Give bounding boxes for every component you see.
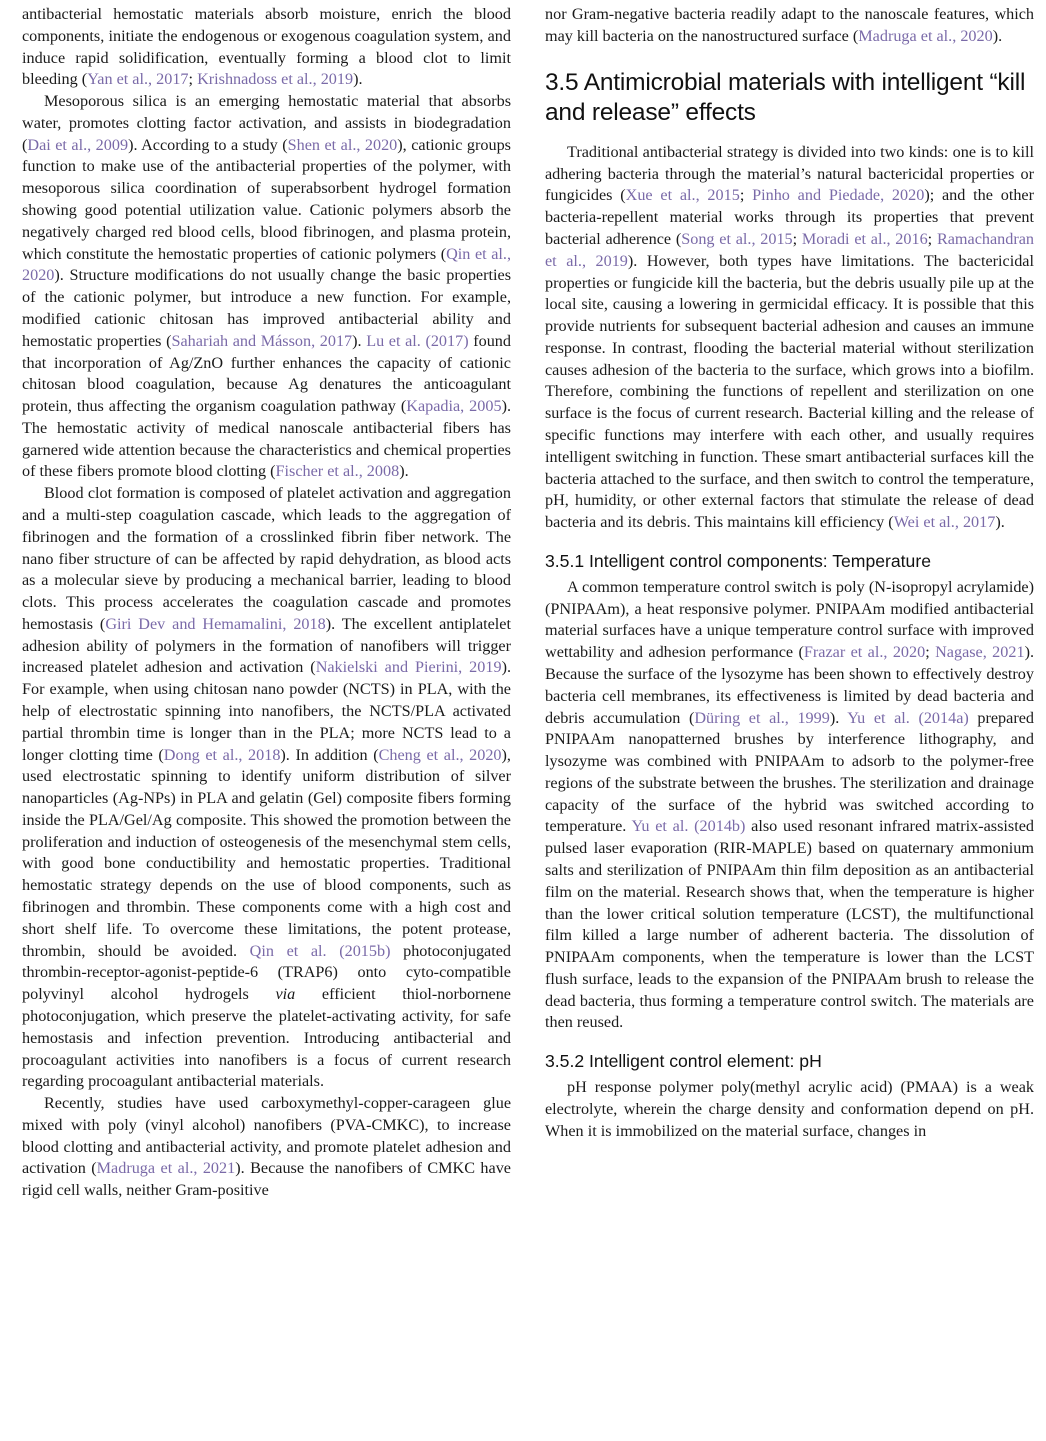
body-text: ). The excellent antiplatelet adhesion ability of polymers in the formation of nanofibers will trigger increased platelet adhesion and activation ( (22, 614, 511, 677)
citation-link[interactable]: Giri Dev and Hemamalini, 2018 (105, 614, 326, 633)
citation-link[interactable]: Song et al., 2015 (681, 229, 793, 248)
body-text: ). (352, 331, 367, 350)
body-text: Mesoporous silica is an emerging hemostatic material that absorbs water, promotes clotting factor activation, and assists in biodegradation ( (22, 92, 511, 154)
citation-link[interactable]: Dong et al., 2018 (163, 745, 281, 764)
citation-link[interactable]: Krishnadoss et al., 2019 (197, 70, 354, 89)
citation-link[interactable]: Kapadia, 2005 (406, 397, 502, 416)
body-text: ; (792, 229, 802, 248)
body-text: ; (188, 70, 198, 89)
citation-link[interactable]: Wei et al., 2017 (893, 513, 996, 532)
citation-link[interactable]: Qin et al., 2020 (22, 244, 511, 285)
citation-link[interactable]: Sahariah and Másson, 2017 (171, 331, 353, 350)
citation-link[interactable]: Madruga et al., 2021 (96, 1159, 236, 1178)
body-text: ; (739, 186, 753, 205)
paragraph (22, 91, 511, 483)
body-text: ). The hemostatic activity of medical nanoscale antibacterial fibers has garnered wide attention because the characteristics and chemical properties of these fibers promote blood clotting ( (22, 397, 511, 481)
emphasis-text: via (275, 985, 296, 1004)
paragraph (545, 1077, 1034, 1142)
paragraph (545, 142, 1034, 534)
body-text: ). (829, 708, 848, 727)
right-column (545, 4, 1034, 1441)
citation-link[interactable]: Nakielski and Pierini, 2019 (315, 658, 502, 677)
body-text: prepared PNIPAAm nanopatterned brushes by interference lithography, and lysozyme was combined with PNIPAAm to adsorb to the polymer-free regions of the substrate between the brushes. The sterilization and drainage capacity of the surface of the hybrid was switched according to temperature. (545, 708, 1035, 836)
left-column (22, 4, 511, 1441)
body-text: ). (399, 462, 409, 481)
body-text: ). According to a study ( (128, 135, 288, 154)
body-text: ), cationic groups function to make use of the antibacterial properties of the polymer, with mesoporous silica coordination of superabsorbent hydrogel formation showing good potential utilization value. Cationic polymers absorb the negatively charged red blood cells, blood fibrinogen, and plasma protein, which constitute the hemostatic properties of cationic polymers ( (22, 135, 511, 263)
citation-link[interactable]: Xue et al., 2015 (625, 186, 740, 205)
body-text: A common temperature control switch is poly (N-isopropyl acrylamide) (PNIPAAm), a heat responsive polymer. PNIPAAm modified antibacterial material surfaces have a unique temperature control surface with improved wettability and adhesion performance ( (545, 577, 1034, 662)
body-text: efficient thiol-norbornene photoconjugation, which preserve the platelet-activating activity, for safe hemostasis and infection prevention. Introducing antibacterial and procoagulant activities into nanofibers is a focus of current research regarding procoagulant antibacterial materials. (22, 985, 511, 1091)
paragraph (22, 1093, 511, 1202)
citation-link[interactable]: Pinho and Piedade, 2020 (752, 186, 925, 205)
subsection-heading-352: 3.5.2 Intelligent control element: pH (545, 1051, 822, 1072)
body-text: ). (992, 26, 1003, 45)
paragraph (545, 4, 1034, 48)
citation-link[interactable]: Moradi et al., 2016 (801, 229, 928, 248)
citation-link[interactable]: Yan et al., 2017 (87, 70, 189, 89)
subsection-heading-351: 3.5.1 Intelligent control components: Temperature (545, 550, 931, 571)
body-text: ). For example, when using chitosan nano powder (NCTS) in PLA, with the help of electrostatic spinning into nanofibers, the NCTS/PLA activated partial thrombin time is longer than in the PLA; more NCTS lead to a longer clotting time ( (22, 658, 511, 764)
body-text: ); and the other bacteria-repellent material works through its properties that prevent bacterial adherence ( (545, 186, 1034, 248)
body-text: ), used electrostatic spinning to identify uniform distribution of silver nanoparticles (Ag-NPs) in PLA and gelatin (Gel) composite fibers forming inside the PLA/Gel/Ag composite. This showed the promotion between the proliferation and induction of osteogenesis of the mesenchymal stem cells, with good bone conductibility and hemostatic properties. Traditional hemostatic strategy depends on the use of blood components, such as fibrinogen and thrombin. These components come with a high cost and short shelf life. To overcome these limitations, the potent protease, thrombin, should be avoided. (22, 745, 511, 960)
two-column-layout (22, 4, 1035, 1441)
citation-link[interactable]: Yu et al. (2014b) (631, 817, 746, 836)
body-text: ). In addition ( (280, 745, 379, 764)
body-text: nor Gram-negative bacteria readily adapt to the nanoscale features, which may kill bacteria on the nanostructured surface ( (545, 5, 1034, 45)
body-text: also used resonant infrared matrix-assisted pulsed laser evaporation (RIR-MAPLE) based on quaternary ammonium salts and sterilization of PNIPAAm thin film deposition as an antibacterial film on the material. Research shows that, when the temperature is higher than the lower critical solution temperature (LCST), the multifunctional film killed a large number of adherent bacteria. The dissolution of PNIPAAm components, when the temperature is lower than the LCST flush surface, leads to the expansion of the PNIPAAm brush to release the dead bacteria, thus forming a temperature control switch. The materials are then reused. (545, 817, 1034, 1032)
citation-link[interactable]: Fischer et al., 2008 (275, 462, 400, 481)
body-text: ). Because the surface of the lysozyme has been shown to effectively destroy bacteria cell membranes, its effectiveness is limited by dead bacteria and debris accumulation ( (545, 643, 1034, 727)
citation-link[interactable]: Nagase, 2021 (935, 643, 1025, 662)
body-text: ). However, both types have limitations. The bactericidal properties or fungicide kill the bacteria, but the debris usually pile up at the local site, causing a lowering in germicidal efficacy. It is possible that this provide nutrients for subsequent bacterial adhesion and causes an immune response. In contrast, flooding the bacterial material without sterilization causes adhesion of the bacteria to the surface, which grows into a biofilm. Therefore, combining the functions of repellent and sterilization on one surface is the focus of current research. Bacterial killing and the release of specific functions may interfere with each other, and usually requires intelligent switching in function. These smart antibacterial surfaces kill the bacteria attached to the surface, and then switch to control the temperature, pH, humidity, or other external factors that stimulate the release of dead bacteria and its debris. This maintains kill efficiency ( (545, 251, 1034, 532)
body-text: found that incorporation of Ag/ZnO further enhances the capacity of cationic chitosan blood coagulation, because Ag denatures the anticoagulant protein, thus affecting the organism coagulation pathway ( (22, 331, 511, 416)
body-text: ; (925, 643, 936, 662)
paragraph (22, 483, 511, 1093)
section-heading: 3.5 Antimicrobial materials with intelligent “kill and release” effects (545, 68, 1026, 126)
paragraph (22, 4, 511, 91)
citation-link[interactable]: Madruga et al., 2020 (858, 26, 993, 45)
paragraph (545, 577, 1034, 1034)
body-text: photoconjugated thrombin-receptor-agonist-peptide-6 (TRAP6) onto cyto-compatible polyvinyl alcohol hydrogels (22, 941, 512, 1004)
body-text: ). Structure modifications do not usually change the basic properties of the cationic polymer, but introduce a new function. For example, modified cationic chitosan has improved antibacterial ability and hemostatic properties ( (22, 266, 511, 350)
citation-link[interactable]: Ramachandran et al., 2019 (545, 229, 1035, 270)
body-text: ). (353, 70, 363, 89)
citation-link[interactable]: Shen et al., 2020 (287, 135, 398, 154)
body-text: Recently, studies have used carboxymethyl-copper-carageen glue mixed with poly (vinyl alcohol) nanofibers (PVA-CMKC), to increase blood clotting and antibacterial activity, and promote platelet adhesion and activation ( (22, 1094, 511, 1178)
body-text: pH response polymer poly(methyl acrylic acid) (PMAA) is a weak electrolyte, wherein the charge density and conformation depend on pH. When it is immobilized on the material surface, changes in (545, 1078, 1034, 1140)
citation-link[interactable]: Lu et al. (2017) (366, 331, 469, 350)
citation-link[interactable]: Dai et al., 2009 (27, 135, 129, 154)
body-text: ; (927, 229, 937, 248)
citation-link[interactable]: Cheng et al., 2020 (378, 745, 502, 764)
body-text: ). Because the nanofibers of CMKC have rigid cell walls, neither Gram-positive (22, 1159, 511, 1200)
body-text: Traditional antibacterial strategy is divided into two kinds: one is to kill adhering bacteria through the material’s natural bactericidal properties or fungicides ( (545, 142, 1034, 205)
citation-link[interactable]: Yu et al. (2014a) (847, 708, 969, 727)
body-text: Blood clot formation is composed of platelet activation and aggregation and a multi-step coagulation cascade, which leads to the aggregation of fibrinogen and the formation of a crosslinked fibrin fiber network. The nano fiber structure of can be affected by rapid dehydration, as blood acts as a molecular sieve by producing a mechanical barrier, leading to blood clots. This process accelerates the coagulation cascade and promotes hemostasis ( (22, 484, 511, 633)
citation-link[interactable]: Düring et al., 1999 (694, 708, 830, 727)
body-text: ). (995, 513, 1005, 532)
body-text: antibacterial hemostatic materials absorb moisture, enrich the blood components, initiate the endogenous or exogenous coagulation system, and induce rapid solidification, eventually forming a blood clot to limit bleeding ( (22, 5, 511, 89)
citation-link[interactable]: Frazar et al., 2020 (803, 643, 926, 662)
citation-link[interactable]: Qin et al. (2015b) (249, 941, 391, 960)
